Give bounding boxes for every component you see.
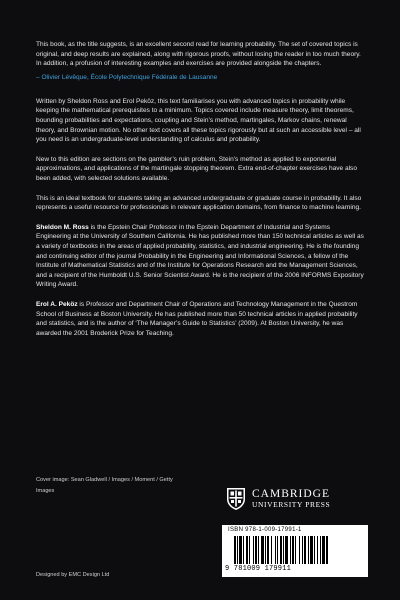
author-name: Sheldon M. Ross [36,223,89,231]
cambridge-shield-icon [226,487,246,511]
endorsement-attribution: – Olivier Lévêque, École Polytechnique Fédérale de Lausanne [36,74,218,82]
blurb-paragraph: This is an ideal textbook for students taking an advanced undergraduate or graduate course in probability. It also represents a useful resource for professionals in relevant application domains, from finance to machine learning. [36,194,362,212]
barcode-icon [234,536,358,564]
endorsement-quote: This book, as the title suggests, is an excellent second read for learning probability. The set of covered topics is original, and deep results are explained, along with rigorous proofs, without losing the reader in too much theory. In addition, a profusion of interesting examples and exercises are provided alongside the chapters. [36,41,361,68]
publisher-name: CAMBRIDGE [252,488,331,500]
designer-credit: Designed by EMC Design Ltd [36,572,110,578]
cover-image-credit: Cover image: Sean Gladwell / Images / Moment / Getty Images [36,477,173,494]
barcode-block [222,525,368,577]
barcode-digits: 9 781009 179911 [225,565,292,573]
blurb-paragraph: Written by Sheldon Ross and Erol Peköz, this text familiarises you with advanced topics in probability while keeping the mathematical prerequisites to a minimum. Topics covered include measure theory, limit theorems, bounding probabilities and expectations, coupling and Stein’s method, martingales, Markov chains, renewal theory, and Brownian motion. No other text covers all these topics rigorously but at such an accessible level – all you need is an undergraduate-level understanding of calculus and probability. [36,97,361,144]
publisher-subtitle: UNIVERSITY PRESS [252,500,331,509]
author-bio-text: is the Epstein Chair Professor in the Epstein Department of Industrial and Systems Engineering at the University of Southern California. He has published more than 150 technical articles as well as a variety of textbooks in the areas of applied probability, statistics, and industrial engineering. He is the founding and continuing editor of the journal Probability in the Engineering and Informational Sciences, a fellow of the Institute of Mathematical Statistics and of the Institute for Operations Research and the Management Sciences, and a recipient of the Humboldt U.S. Senior Scientist Award. He is the recipient of the 2006 INFORMS Expository Writing Award. [36,223,364,289]
publisher-logo [226,486,366,512]
author-bio-pekoz [36,300,366,338]
blurb-paragraph: New to this edition are sections on the gambler’s ruin problem, Stein’s method as applied to exponential approximations, and applications of the martingale stopping theorem. Extra end-of-chapter exercises have also been added, with selected solutions available. [36,155,357,183]
cover-text [36,40,366,348]
author-bio-text: is Professor and Department Chair of Operations and Technology Management in the Questrom School of Business at Boston University. He has published more than 50 technical articles in applied probability and statistics, and is the author of ‘The Manager’s Guide to Statistics’ (2009). At Boston University, he was awarded the 2001 Broderick Prize for Teaching. [36,300,358,337]
isbn-label: ISBN 978-1-009-17991-1 [228,527,302,533]
author-bio-ross [36,223,366,290]
author-name: Erol A. Peköz [36,300,78,308]
